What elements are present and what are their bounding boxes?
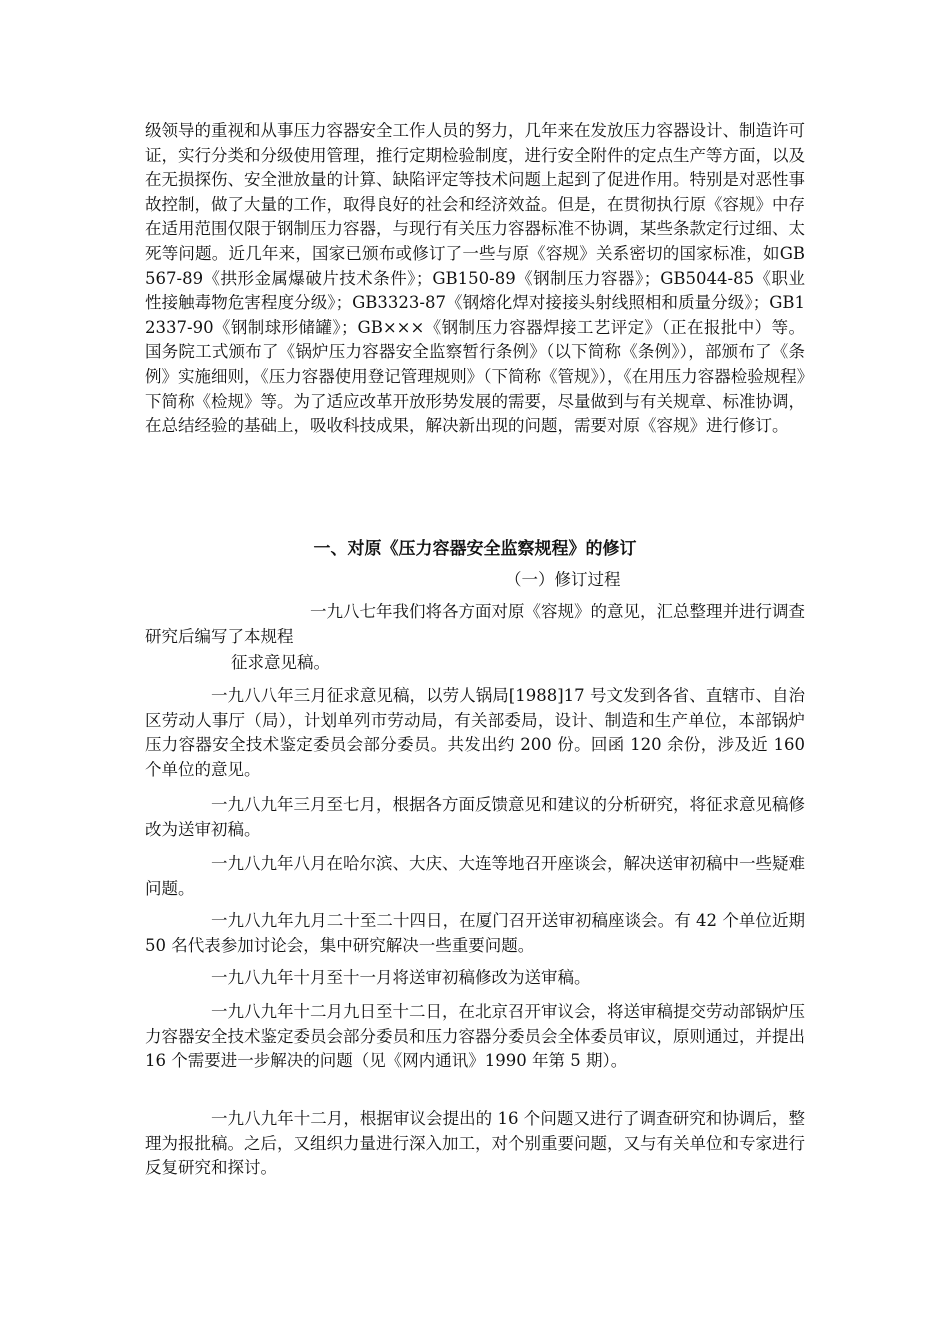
intro-paragraph: 级领导的重视和从事压力容器安全工作人员的努力，几年来在发放压力容器设计、制造许可证，实行分类和分级使用管理，推行定期检验制度，进行安全附件的定点生产等方面，以及在无损探伤、安全泄放量的计算、缺陷评定等技术问题上起到了促进作用。特别是对恶性事故控制，做了大量的工作，取得良好的社会和经济效益。但是，在贯彻执行原《容规》中存在适用范围仅限于钢制压力容器，与现行有关压力容器标准不协调，某些条款定行过细、太死等问题。近几年来，国家已颁布或修订了一些与原《容规》关系密切的国家标准，如GB567-89《拱形金属爆破片技术条件》；GB150-89《钢制压力容器》；GB5044-85《职业性接触毒物危害程度分级》；GB3323-87《钢熔化焊对接接头射线照相和质量分级》；GB12337-90《钢制球形储罐》；GB×××《钢制压力容器焊接工艺评定》（正在报批中）等。国务院工式颁布了《锅炉压力容器安全监察暂行条例》（以下简称《条例》），部颁布了《条例》实施细则，《压力容器使用登记管理规则》（下简称《管规》），《在用压力容器检验规程》下简称《检规》等。为了适应改革开放形势发展的需要，尽量做到与有关规章、标准协调，在总结经验的基础上，吸收科技成果，解决新出现的问题，需要对原《容规》进行修订。 xyxy=(145,121,805,436)
paragraph-1989-august: 一九八九年八月在哈尔滨、大庆、大连等地召开座谈会，解决送审初稿中一些疑难问题。 xyxy=(145,854,805,898)
paragraph-1989-december-report: 一九八九年十二月，根据审议会提出的 16 个问题又进行了调查研究和协调后，整理为报批稿。之后，又组织力量进行深入加工，对个别重要问题，又与有关单位和专家进行反复研究和探讨。 xyxy=(145,1109,805,1178)
paragraph-1989-october: 一九八九年十月至十一月将送审初稿修改为送审稿。 xyxy=(211,968,591,987)
section-heading: 一、对原《压力容器安全监察规程》的修订 xyxy=(313,539,637,559)
paragraph-1989-march: 一九八九年三月至七月，根据各方面反馈意见和建议的分析研究，将征求意见稿修改为送审初稿。 xyxy=(145,795,805,839)
paragraph-1989-december-meeting: 一九八九年十二月九日至十二日，在北京召开审议会，将送审稿提交劳动部锅炉压力容器安全技术鉴定委员会部分委员和压力容器分委员会全体委员审议，原则通过，并提出 16 个需要进一步解决的问题（见《网内通讯》1990 年第 5 期）。 xyxy=(145,1002,805,1071)
paragraph-1988-march: 一九八八年三月征求意见稿，以劳人锅局[1988]17 号文发到各省、直辖市、自治区劳动人事厅（局），计划单列市劳动局，有关部委局，设计、制造和生产单位，本部锅炉压力容器安全技术鉴定委员会部分委员。共发出约 200 份。回函 120 余份，涉及近 160 个单位的意见。 xyxy=(145,686,805,779)
paragraph-1989-september: 一九八九年九月二十至二十四日，在厦门召开送审初稿座谈会。有 42 个单位近期 50 名代表参加讨论会，集中研究解决一些重要问题。 xyxy=(145,911,805,955)
subsection-heading: （一）修订过程 xyxy=(505,570,621,589)
paragraph-1987-continuation: 征求意见稿。 xyxy=(231,653,330,672)
paragraph-1987: 一九八七年我们将各方面对原《容规》的意见，汇总整理并进行调查研究后编写了本规程 xyxy=(145,602,805,646)
